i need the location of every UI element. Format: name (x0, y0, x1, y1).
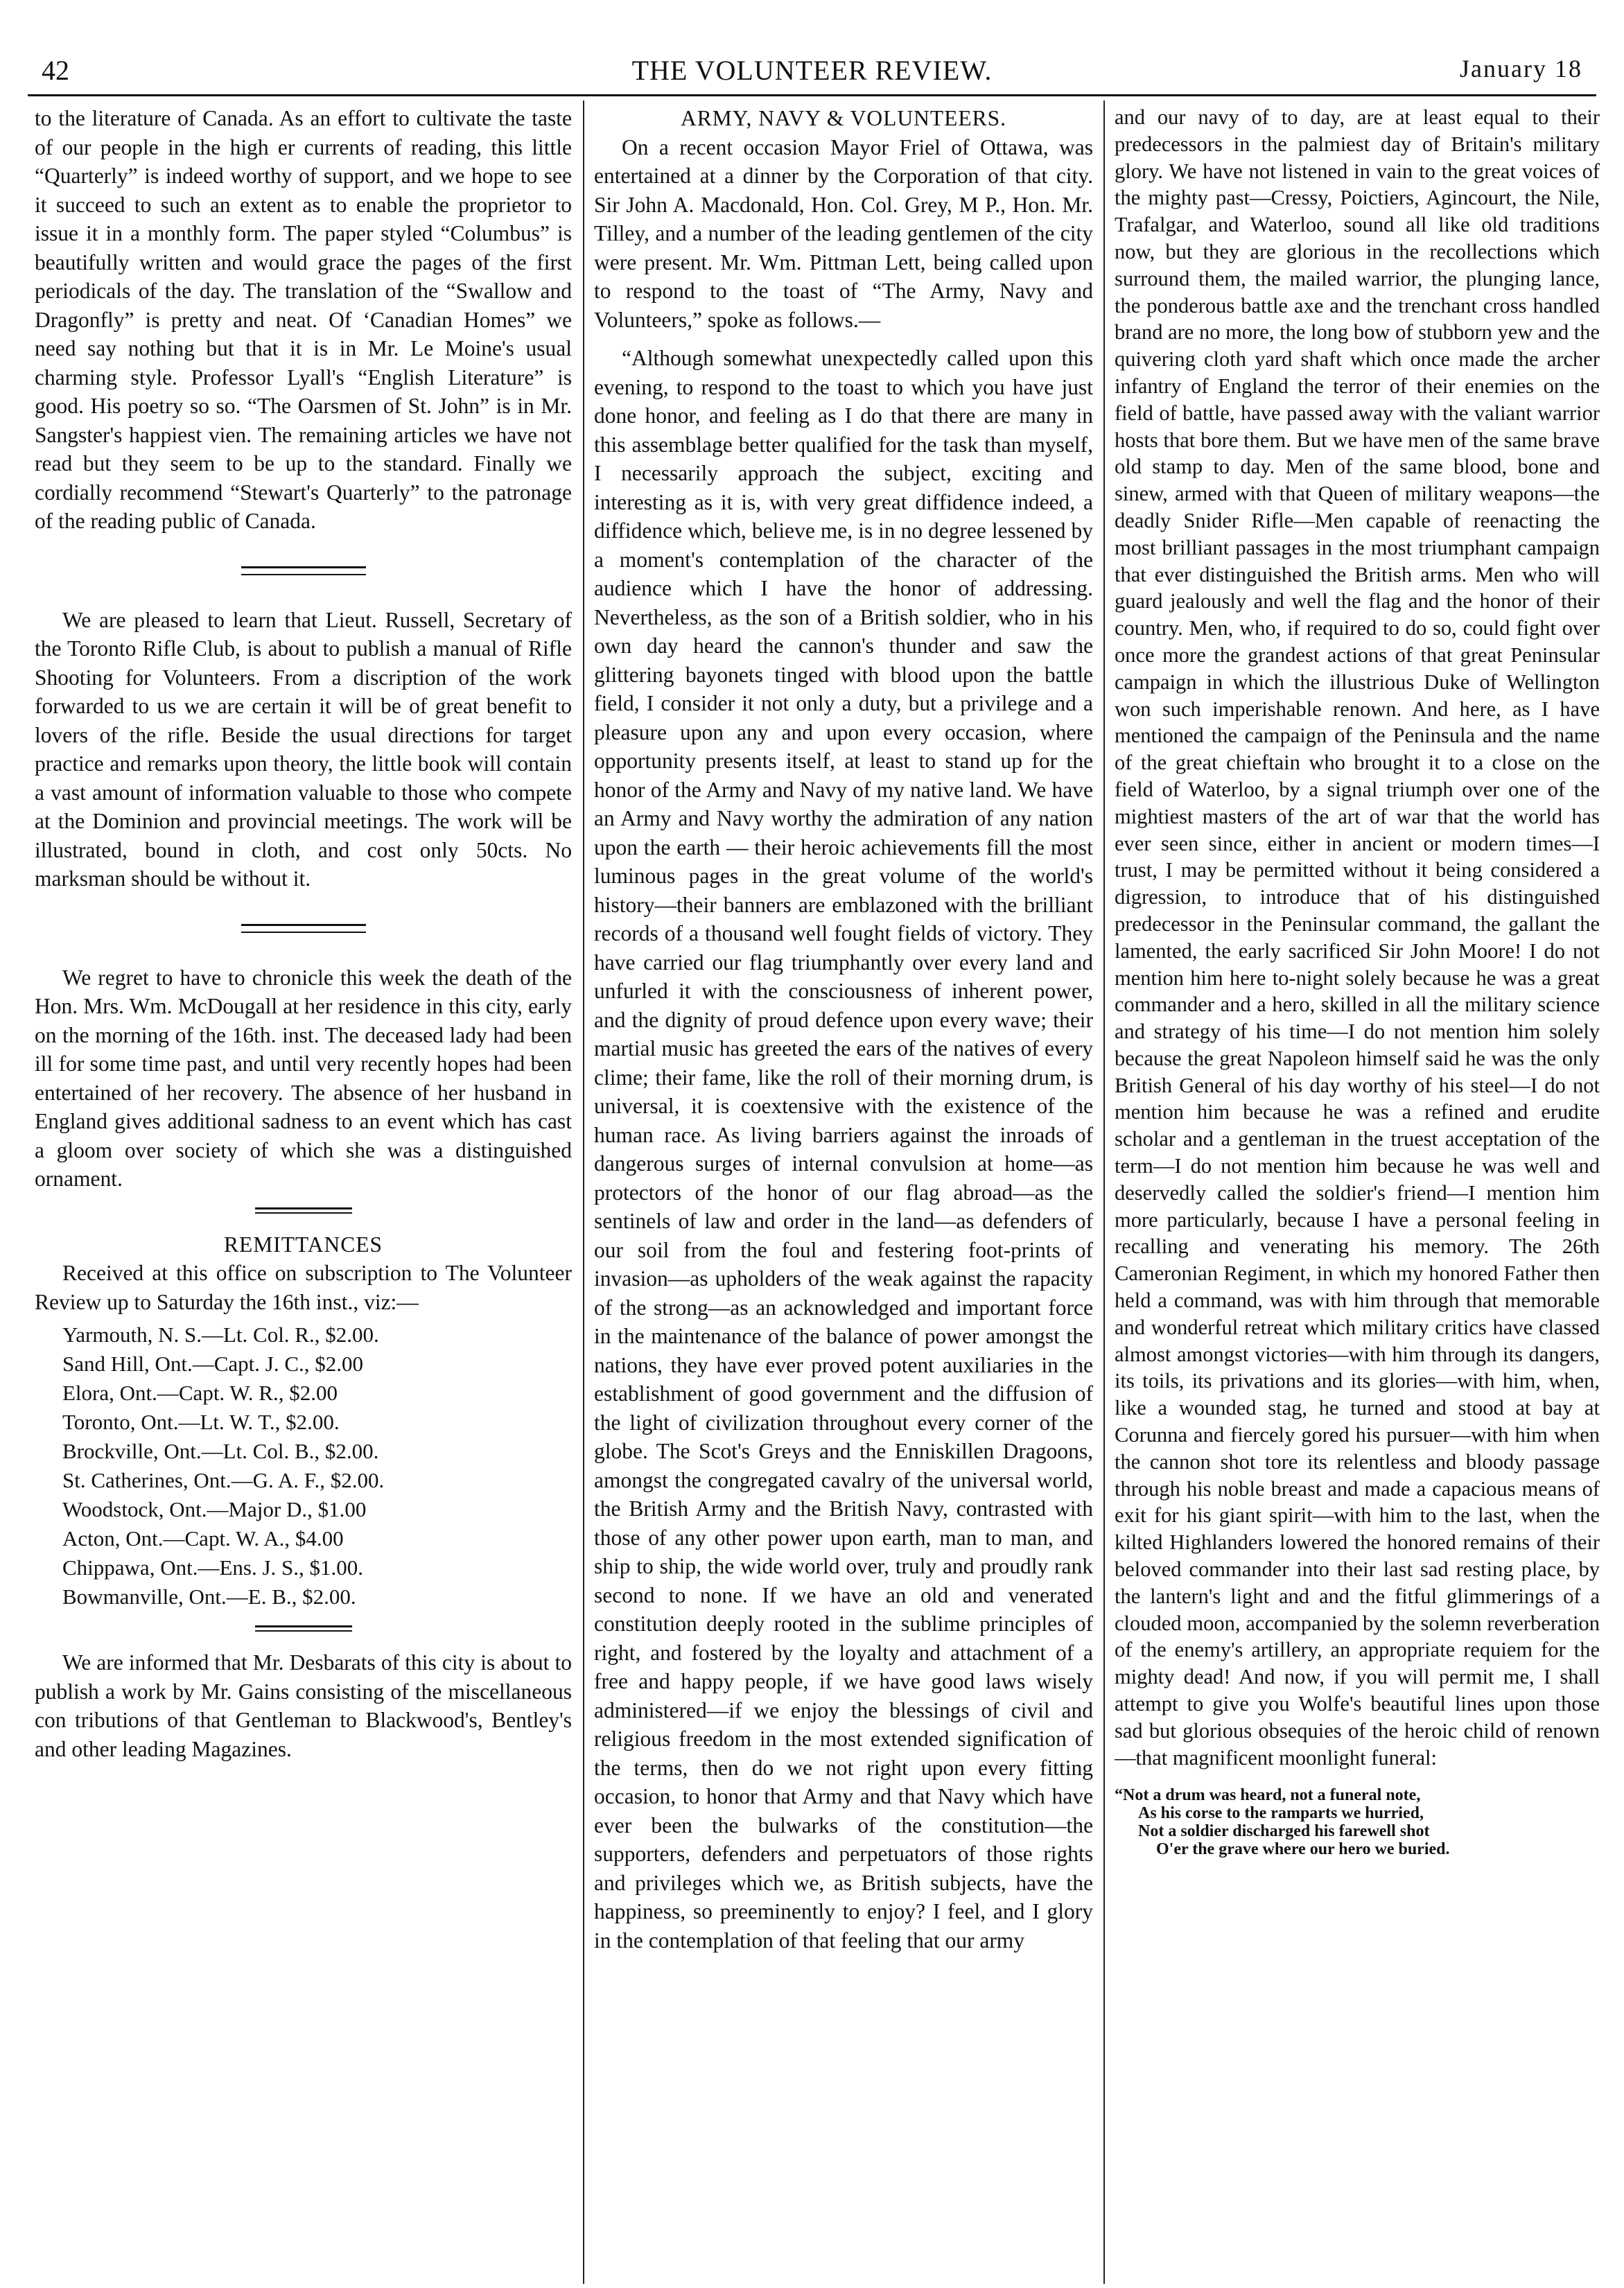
poem-line: O'er the grave where our hero we buried. (1156, 1840, 1450, 1859)
column-divider (1103, 101, 1105, 2284)
column-2 (594, 104, 1093, 1955)
column-1 (35, 104, 572, 1763)
section-separator (241, 924, 366, 933)
list-item: Yarmouth, N. S.—Lt. Col. R., $2.00. (62, 1322, 379, 1347)
list-item: Bowmanville, Ont.—E. B., $2.00. (62, 1584, 356, 1609)
article-paragraph: We are informed that Mr. Desbarats of this city is about to publish a work by Mr. Gains consisting of the miscellaneous con tributions of that Gentleman to Blackwood's, Bentley's and other leading Magazines. (35, 1650, 572, 1761)
remittance-list (62, 1320, 572, 1612)
list-item: Brockville, Ont.—Lt. Col. B., $2.00. (62, 1439, 379, 1463)
list-item: Woodstock, Ont.—Major D., $1.00 (62, 1497, 367, 1521)
section-separator (255, 1207, 352, 1214)
poem-line: As his corse to the ramparts we hurried, (1138, 1804, 1424, 1823)
article-paragraph: to the literature of Canada. As an effort to cultivate the taste of our people in the high er currents of reading, this little “Quarterly” is indeed worthy of support, and we hope to see it succeed to such an extent as to enable the proprietor to issue it in a monthly form. The paper styled “Columbus” is beautifully written and would grace the pages of the first periodicals of the day. The translation of the “Swallow and Dragonfly” is pretty and neat. Of ‘Canadian Homes” we need say nothing but that it is in Mr. Le Moine's usual charming style. Professor Lyall's “English Literature” is good. His poetry so so. “The Oarsmen of St. John” is in Mr. Sangster's happiest vien. The remaining articles we have not read but they seem to be up to the standard. Finally we cordially recommend “Stewart's Quarterly” to the patronage of the reading public of Canada. (35, 106, 572, 533)
list-item: Elora, Ont.—Capt. W. R., $2.00 (62, 1381, 338, 1405)
article-paragraph: On a recent occasion Mayor Friel of Ottawa, was entertained at a dinner by the Corporation of that city. Sir John A. Macdonald, Hon. Col. Grey, M P., Hon. Mr. Tilley, and a number of the leading gentlemen of the city were present. Mr. Wm. Pittman Lett, being called upon to respond to the toast of “The Army, Navy and Volunteers,” spoke as follows.— (594, 134, 1093, 332)
section-separator (255, 1625, 352, 1632)
masthead-title: THE VOLUNTEER REVIEW. (631, 55, 993, 86)
section-heading: REMITTANCES (224, 1232, 383, 1257)
column-divider (583, 101, 584, 2284)
poem-quote (1115, 1786, 1600, 1858)
article-paragraph: We are pleased to learn that Lieut. Russell, Secretary of the Toronto Rifle Club, is about to publish a manual of Rifle Shooting for Volunteers. From a discription of the work forwarded to us we are certain it will be of great benefit to lovers of the rifle. Beside the usual directions for target practice and remarks upon theory, the little book will contain a vast amount of information valuable to those who compete at the Dominion and provincial meetings. The work will be illustrated, bound in cloth, and cost only 50cts. No marksman should be without it. (35, 607, 572, 891)
article-paragraph: and our navy of to day, are at least equal to their predecessors in the palmiest day of Britain's military glory. We have not listened in vain to the great voices of the mighty past—Cressy, Poictiers, Agincourt, the Nile, Trafalgar, and Waterloo, sound all like old traditions now, but they are glorious in the recollections which surround them, the mailed warrior, the plunging lance, the ponderous battle axe and the trenchant cross handled brand are no more, the long bow of stubborn yew and the quivering cloth yard shaft which once made the archer infantry of England the terror of their enemies on the field of battle, have passed away with the valiant warrior hosts that bore them. But we have men of the same brave old stamp to day. Men of the same blood, bone and sinew, armed with that Queen of military weapons—the deadly Snider Rifle—Men capable of reenacting the most brilliant passages in the most triumphant campaign that ever distinguished the British arms. Men who will guard jealously and well the flag and the honor of their country. Men, who, if required to do so, could fight over once more the grandest actions of that great Peninsular campaign in which the illustrious Duke of Wellington won such imperishable renown. And here, as I have mentioned the campaign of the Peninsula and the name of the great chieftain who brought it to a close on the field of Waterloo, by a signal triumph over one of the mightiest masters of the art of war that the world has ever seen since, either in ancient or modern times—I trust, I may be permitted without it being considered a digression, to introduce that of his distinguished predecessor in the Peninsular command, the gallant the lamented, the early sacrificed Sir John Moore! I do not mention him here to-night solely because he was a great commander and a hero, skilled in all the military science and strategy of his time—I do not mention him solely because the great Napoleon himself said he was the only British General of his day worthy of his steel—I do not mention him because he was a refined and erudite scholar and a gentleman in the truest acceptation of the term—I do not mention him because he was well and deservedly called the soldier's friend—I mention him more particularly, because I have a personal feeling in recalling and venerating his memory. The 26th Cameronian Regiment, in which my honored Father then held a command, was with him through that memorable and wonderful retreat which military critics have classed almost amongst victories—with him through its dangers, its toils, its privations and its glories—with him, when, like a wounded stag, he turned and stood at bay at Corunna and fiercely gored his pursuer—with him when the cannon shot tore its relentless and bloody passage through his noble breast and made a capacious means of exit for his giant spirit—with him to the last, when the kilted Highlanders lowered the honored remains of their beloved commander into their last sad resting place, by the lantern's light and and the fitful glimmerings of a clouded moon, accompanied by the solemn reverberation of the enemy's artillery, an appropriate requiem for the mighty dead! And now, if you will permit me, I shall attempt to give you Wolfe's beautiful lines upon those sad but glorious obsequies of the heroic child of renown—that magnificent moonlight funeral: (1115, 105, 1600, 1770)
page-header (28, 54, 1596, 96)
list-item: Toronto, Ont.—Lt. W. T., $2.00. (62, 1410, 340, 1434)
column-3 (1115, 104, 1600, 1858)
article-heading: ARMY, NAVY & VOLUNTEERS. (680, 106, 1006, 130)
list-item: St. Catherines, Ont.—G. A. F., $2.00. (62, 1468, 385, 1492)
header-rule (28, 94, 1596, 96)
poem-line: Not a soldier discharged his farewell shot (1138, 1822, 1430, 1841)
issue-date: January 18 (1460, 55, 1582, 82)
article-paragraph: “Although somewhat unexpectedly called upon this evening, to respond to the toast to which you have just done honor, and feeling as I do that there are many in this assemblage better qualified for the task than myself, I necessarily approach the subject, exciting and interesting as it is, with very great diffidence indeed, a diffidence which, believe me, is in no degree lessened by a moment's contemplation of the character of the audience which I have the honor of addressing. Nevertheless, as the son of a British soldier, who in his own day heard the cannon's thunder and saw the glittering bayonets tinged with blood upon the battle field, I consider it not only a duty, but a privilege and a pleasure upon any and upon every occasion, where opportunity presents itself, at least to stand up for the honor of the Army and Navy of my native land. We have an Army and Navy worthy the admiration of any nation upon the earth — their heroic achievements fill the most luminous pages in the great volume of the world's history—their banners are emblazoned with the brilliant records of a thousand well fought fields of victory. They have carried our flag triumphantly over every land and unfurled it with the consciousness of inherent power, and the dignity of proud defence upon every wave; their martial music has greeted the ears of the natives of every clime; their fame, like the roll of their morning drum, is universal, it is coextensive with the existence of the human race. As living barriers against the inroads of dangerous surges of internal convulsion at home—as protectors of the honor of our flag abroad—as the sentinels of law and order in the land—as defenders of our soil from the foul and festering foot-prints of invasion—as upholders of the weak against the rapacity of the strong—as an acknowledged and important force in the maintenance of the balance of power amongst the nations, they have ever proved potent auxiliaries in the establishment of good government and the diffusion of the light of civilization throughout every corner of the globe. The Scot's Greys and the Enniskillen Dragoons, amongst the congregated cavalry of the universal world, the British Army and the British Navy, contrasted with those of any other power upon earth, man to man, and ship to ship, the wide world over, truly and proudly rank second to none. If we have an old and venerated constitution deeply rooted in the sublime principles of right, and fostered by the loyalty and attachment of a free and happy people, if we have good laws wisely administered—if we enjoy the blessings of civil and religious freedom in the most extended signification of the terms, then do we not right upon every fitting occasion, to honor that Army and that Navy which have ever been the bulwarks of the constitution—the supporters, defenders and perpetuators of those rights and privileges which we, as British subjects, have the happiness, so preeminently to enjoy? I feel, and I glory in the contemplation of that feeling that our army (594, 346, 1093, 1953)
section-separator (241, 566, 366, 575)
remittances-intro: Received at this office on subscription to The Volunteer Review up to Saturday the 16th inst., viz:— (35, 1261, 572, 1314)
list-item: Sand Hill, Ont.—Capt. J. C., $2.00 (62, 1352, 364, 1376)
list-item: Acton, Ont.—Capt. W. A., $4.00 (62, 1526, 344, 1551)
page-number: 42 (42, 55, 69, 86)
list-item: Chippawa, Ont.—Ens. J. S., $1.00. (62, 1555, 363, 1580)
poem-line: “Not a drum was heard, not a funeral note, (1115, 1786, 1421, 1805)
article-paragraph: We regret to have to chronicle this week the death of the Hon. Mrs. Wm. McDougall at her residence in this city, early on the morning of the 16th. inst. The deceased lady had been ill for some time past, and until very recently hopes had been entertained of her recovery. The absence of her husband in England gives additional sadness to an event which has cast a gloom over society of which she was a distinguished ornament. (35, 965, 572, 1191)
